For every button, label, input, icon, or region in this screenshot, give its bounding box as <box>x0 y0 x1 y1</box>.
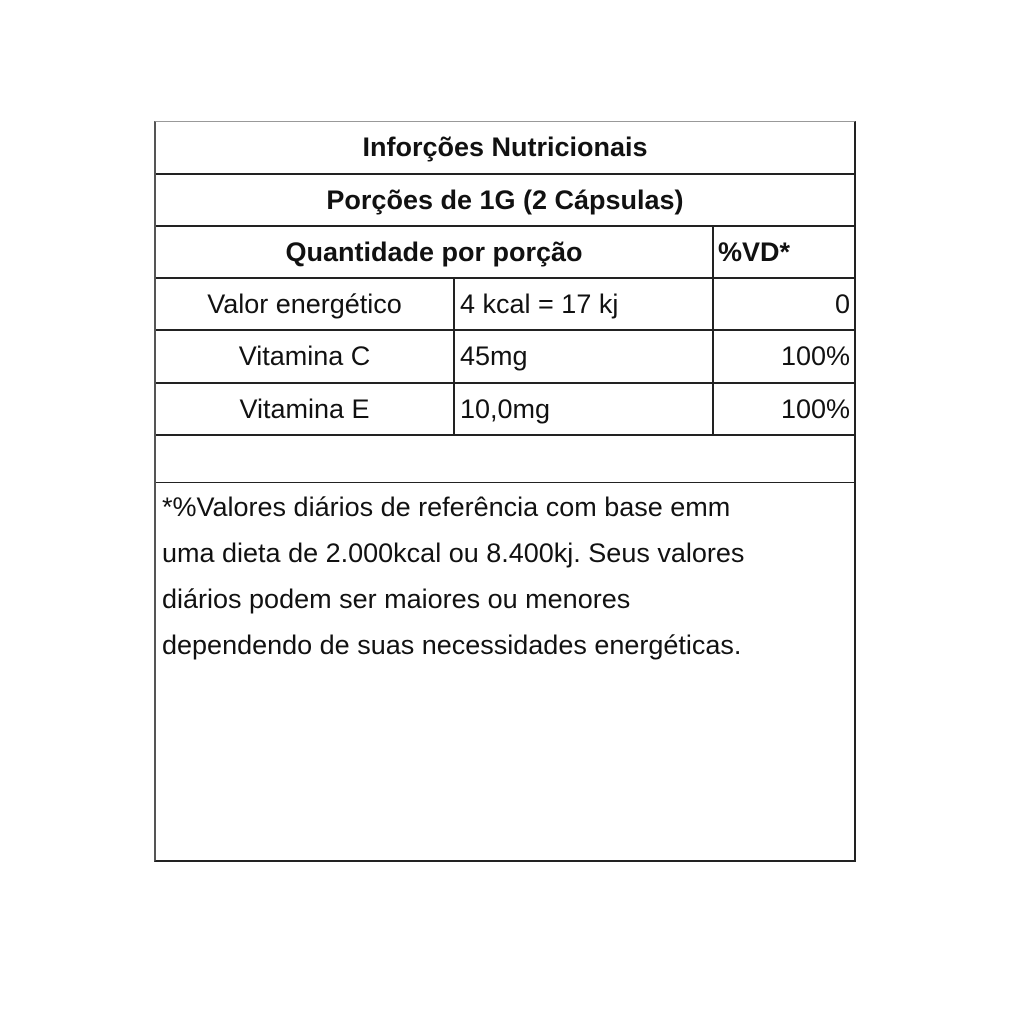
nutrient-name: Valor energético <box>156 279 455 329</box>
nutrition-facts-table <box>154 121 856 862</box>
footnote-line: dependendo de suas necessidades energéticas. <box>162 630 742 660</box>
empty-row <box>156 436 854 483</box>
portion-size: Porções de 1G (2 Cápsulas) <box>326 184 684 215</box>
footnote-line: uma dieta de 2.000kcal ou 8.400kj. Seus valores <box>162 538 745 568</box>
header-row <box>156 227 854 279</box>
nutrient-amount: 45mg <box>455 331 714 382</box>
footnote-line: *%Valores diários de referência com base emm <box>162 492 731 522</box>
nutrient-dv: 0 <box>834 288 850 319</box>
footnote-line: diários podem ser maiores ou menores <box>162 584 631 614</box>
table-row <box>156 384 854 436</box>
table-title: Inforções Nutricionais <box>362 132 648 162</box>
nutrient-dv: 100% <box>780 393 850 424</box>
nutrient-amount: 10,0mg <box>455 384 714 434</box>
quantity-header: Quantidade por porção <box>156 227 714 277</box>
footnote <box>162 484 848 668</box>
title-row <box>156 122 854 175</box>
portion-row <box>156 175 854 227</box>
nutrient-dv: 100% <box>780 341 850 371</box>
nutrient-name: Vitamina E <box>156 384 455 434</box>
nutrient-amount: 4 kcal = 17 kj <box>455 279 714 329</box>
table-row <box>156 279 854 331</box>
nutrient-name: Vitamina C <box>156 331 455 382</box>
dv-header: %VD* <box>718 236 791 267</box>
table-row <box>156 331 854 384</box>
